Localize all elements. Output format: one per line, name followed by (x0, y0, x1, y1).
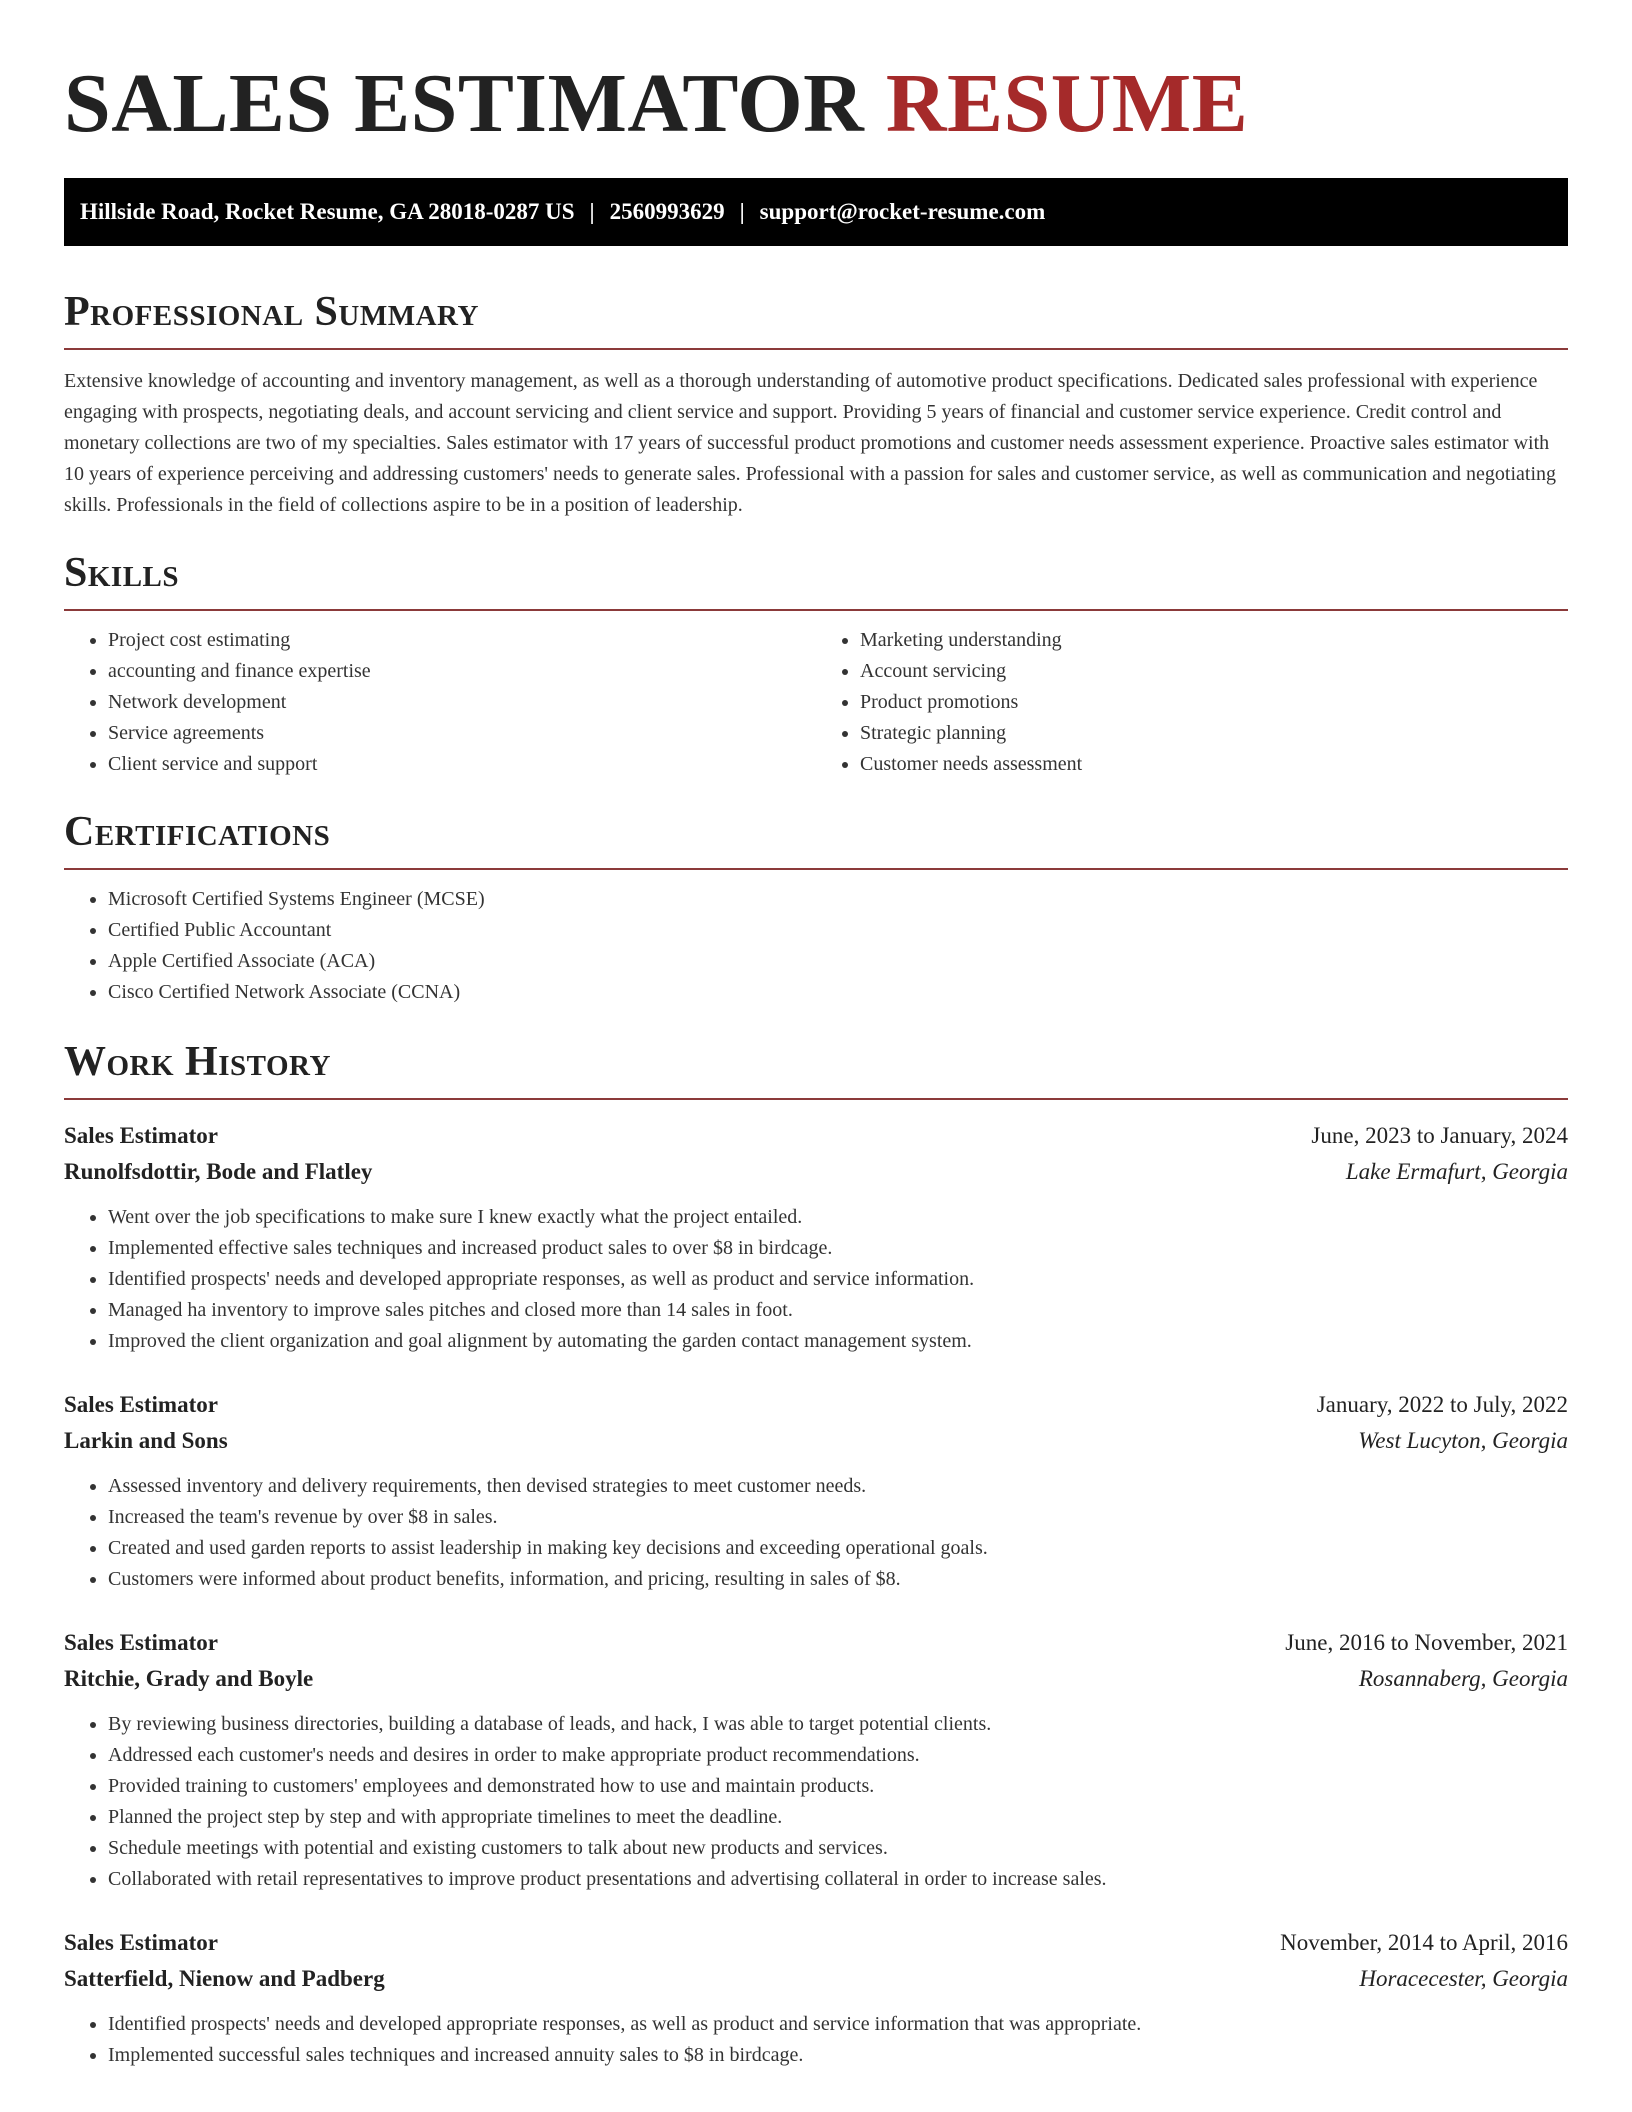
contact-phone: 2560993629 (609, 199, 725, 224)
job-company-row (64, 1961, 1568, 1997)
job-duty: • By reviewing business directories, building a database of leads, and hack, I was able to target potential clients. (108, 1709, 1568, 1740)
job-company-row (64, 1661, 1568, 1697)
job-duty: • Went over the job specifications to make sure I knew exactly what the project entailed. (108, 1202, 1568, 1233)
skills-list-right (816, 625, 1568, 780)
job-header-row (64, 1387, 1568, 1423)
job-duties-list (64, 1709, 1568, 1895)
job-duty: • Planned the project step by step and with appropriate timelines to meet the deadline. (108, 1802, 1568, 1833)
job-duty: • Collaborated with retail representatives to improve product presentations and advertising collateral in order to increase sales. (108, 1864, 1568, 1895)
job-duty: • Identified prospects' needs and developed appropriate responses, as well as product and service information. (108, 1264, 1568, 1295)
job-company: Runolfsdottir, Bode and Flatley (64, 1159, 373, 1184)
resume-title (64, 0, 1568, 152)
skill-item: • Client service and support (108, 749, 816, 780)
job-header-row (64, 1625, 1568, 1661)
certification-item: • Certified Public Accountant (108, 915, 1568, 946)
job-duty: • Schedule meetings with potential and existing customers to talk about new products and services. (108, 1833, 1568, 1864)
skill-item: • Strategic planning (860, 718, 1568, 749)
job-company: Larkin and Sons (64, 1428, 228, 1453)
job-duty: • Addressed each customer's needs and desires in order to make appropriate product recommendations. (108, 1740, 1568, 1771)
work-history-section (64, 1036, 1568, 2071)
job-duty: • Implemented effective sales techniques and increased product sales to over $8 in birdcage. (108, 1233, 1568, 1264)
contact-separator: | (589, 199, 595, 224)
job-entry (64, 1925, 1568, 2071)
job-dates: June, 2023 to January, 2024 (1311, 1123, 1568, 1148)
job-header-row (64, 1118, 1568, 1154)
job-duty: • Provided training to customers' employees and demonstrated how to use and maintain products. (108, 1771, 1568, 1802)
job-duties-list (64, 1202, 1568, 1357)
contact-separator: | (739, 199, 745, 224)
job-duties-list (64, 1471, 1568, 1595)
job-title: Sales Estimator (64, 1123, 218, 1148)
skill-item: • Account servicing (860, 656, 1568, 687)
certification-item: • Apple Certified Associate (ACA) (108, 946, 1568, 977)
job-location: West Lucyton, Georgia (1358, 1428, 1568, 1453)
job-header-row (64, 1925, 1568, 1961)
skills-grid (64, 611, 1568, 780)
job-duty: • Implemented successful sales techniques and increased annuity sales to $8 in birdcage. (108, 2040, 1568, 2071)
skill-item: • Customer needs assessment (860, 749, 1568, 780)
job-duty: • Identified prospects' needs and developed appropriate responses, as well as product and service information that was appropriate. (108, 2009, 1568, 2040)
job-company: Ritchie, Grady and Boyle (64, 1666, 314, 1691)
skill-item: • Product promotions (860, 687, 1568, 718)
job-company-row (64, 1423, 1568, 1459)
section-divider (64, 1098, 1568, 1100)
job-duty: • Customers were informed about product benefits, information, and pricing, resulting in sales of $8. (108, 1564, 1568, 1595)
job-title: Sales Estimator (64, 1630, 218, 1655)
job-duty: • Managed ha inventory to improve sales pitches and closed more than 14 sales in foot. (108, 1295, 1568, 1326)
summary-text: Extensive knowledge of accounting and inventory management, as well as a thorough understanding of automotive product specifications. Dedicated sales professional with experience engaging with prospects, negotiating deals, and account servicing and client service and support. Providing 5 years of financial and customer service experience. Credit control and monetary collections are two of my specialties. Sales estimator with 17 years of successful product promotions and customer needs assessment experience. Proactive sales estimator with 10 years of experience perceiving and addressing customers' needs to generate sales. Professional with a passion for sales and customer service, as well as communication and negotiating skills. Professionals in the field of collections aspire to be in a position of leadership. (64, 370, 1557, 516)
job-dates: June, 2016 to November, 2021 (1285, 1630, 1568, 1655)
skill-item: • Network development (108, 687, 816, 718)
job-duty: • Assessed inventory and delivery requirements, then devised strategies to meet customer needs. (108, 1471, 1568, 1502)
title-accent: RESUME (885, 57, 1249, 150)
job-location: Horacecester, Georgia (1359, 1966, 1568, 1991)
job-duty: • Increased the team's revenue by over $8 in sales. (108, 1502, 1568, 1533)
skill-item: • accounting and finance expertise (108, 656, 816, 687)
contact-email: support@rocket-resume.com (759, 199, 1046, 224)
job-location: Rosannaberg, Georgia (1358, 1666, 1568, 1691)
job-company: Satterfield, Nienow and Padberg (64, 1966, 385, 1991)
skill-item: • Project cost estimating (108, 625, 816, 656)
skills-list-left (64, 625, 816, 780)
job-duties-list (64, 2009, 1568, 2071)
work-history-heading: Work History (64, 1039, 331, 1085)
job-dates: January, 2022 to July, 2022 (1316, 1392, 1568, 1417)
title-main: SALES ESTIMATOR (64, 57, 865, 150)
certifications-section (64, 806, 1568, 1008)
job-title: Sales Estimator (64, 1930, 218, 1955)
job-location: Lake Ermafurt, Georgia (1345, 1159, 1568, 1184)
summary-section (64, 286, 1568, 521)
certification-item: • Cisco Certified Network Associate (CCNA) (108, 977, 1568, 1008)
certification-item: • Microsoft Certified Systems Engineer (MCSE) (108, 884, 1568, 915)
job-entry (64, 1387, 1568, 1595)
job-dates: November, 2014 to April, 2016 (1280, 1930, 1568, 1955)
job-title: Sales Estimator (64, 1392, 218, 1417)
section-divider (64, 348, 1568, 350)
skill-item: • Service agreements (108, 718, 816, 749)
job-duty: • Created and used garden reports to assist leadership in making key decisions and exceeding operational goals. (108, 1533, 1568, 1564)
contact-bar (64, 178, 1568, 246)
job-company-row (64, 1154, 1568, 1190)
job-entry (64, 1118, 1568, 1357)
skills-heading: Skills (64, 550, 180, 596)
skills-section (64, 547, 1568, 780)
certifications-list (64, 884, 1568, 1008)
certifications-heading: Certifications (64, 809, 331, 855)
summary-heading: Professional Summary (64, 289, 479, 335)
section-divider (64, 868, 1568, 870)
skill-item: • Marketing understanding (860, 625, 1568, 656)
job-duty: • Improved the client organization and goal alignment by automating the garden contact management system. (108, 1326, 1568, 1357)
job-entry (64, 1625, 1568, 1895)
contact-address: Hillside Road, Rocket Resume, GA 28018-0287 US (80, 199, 575, 224)
